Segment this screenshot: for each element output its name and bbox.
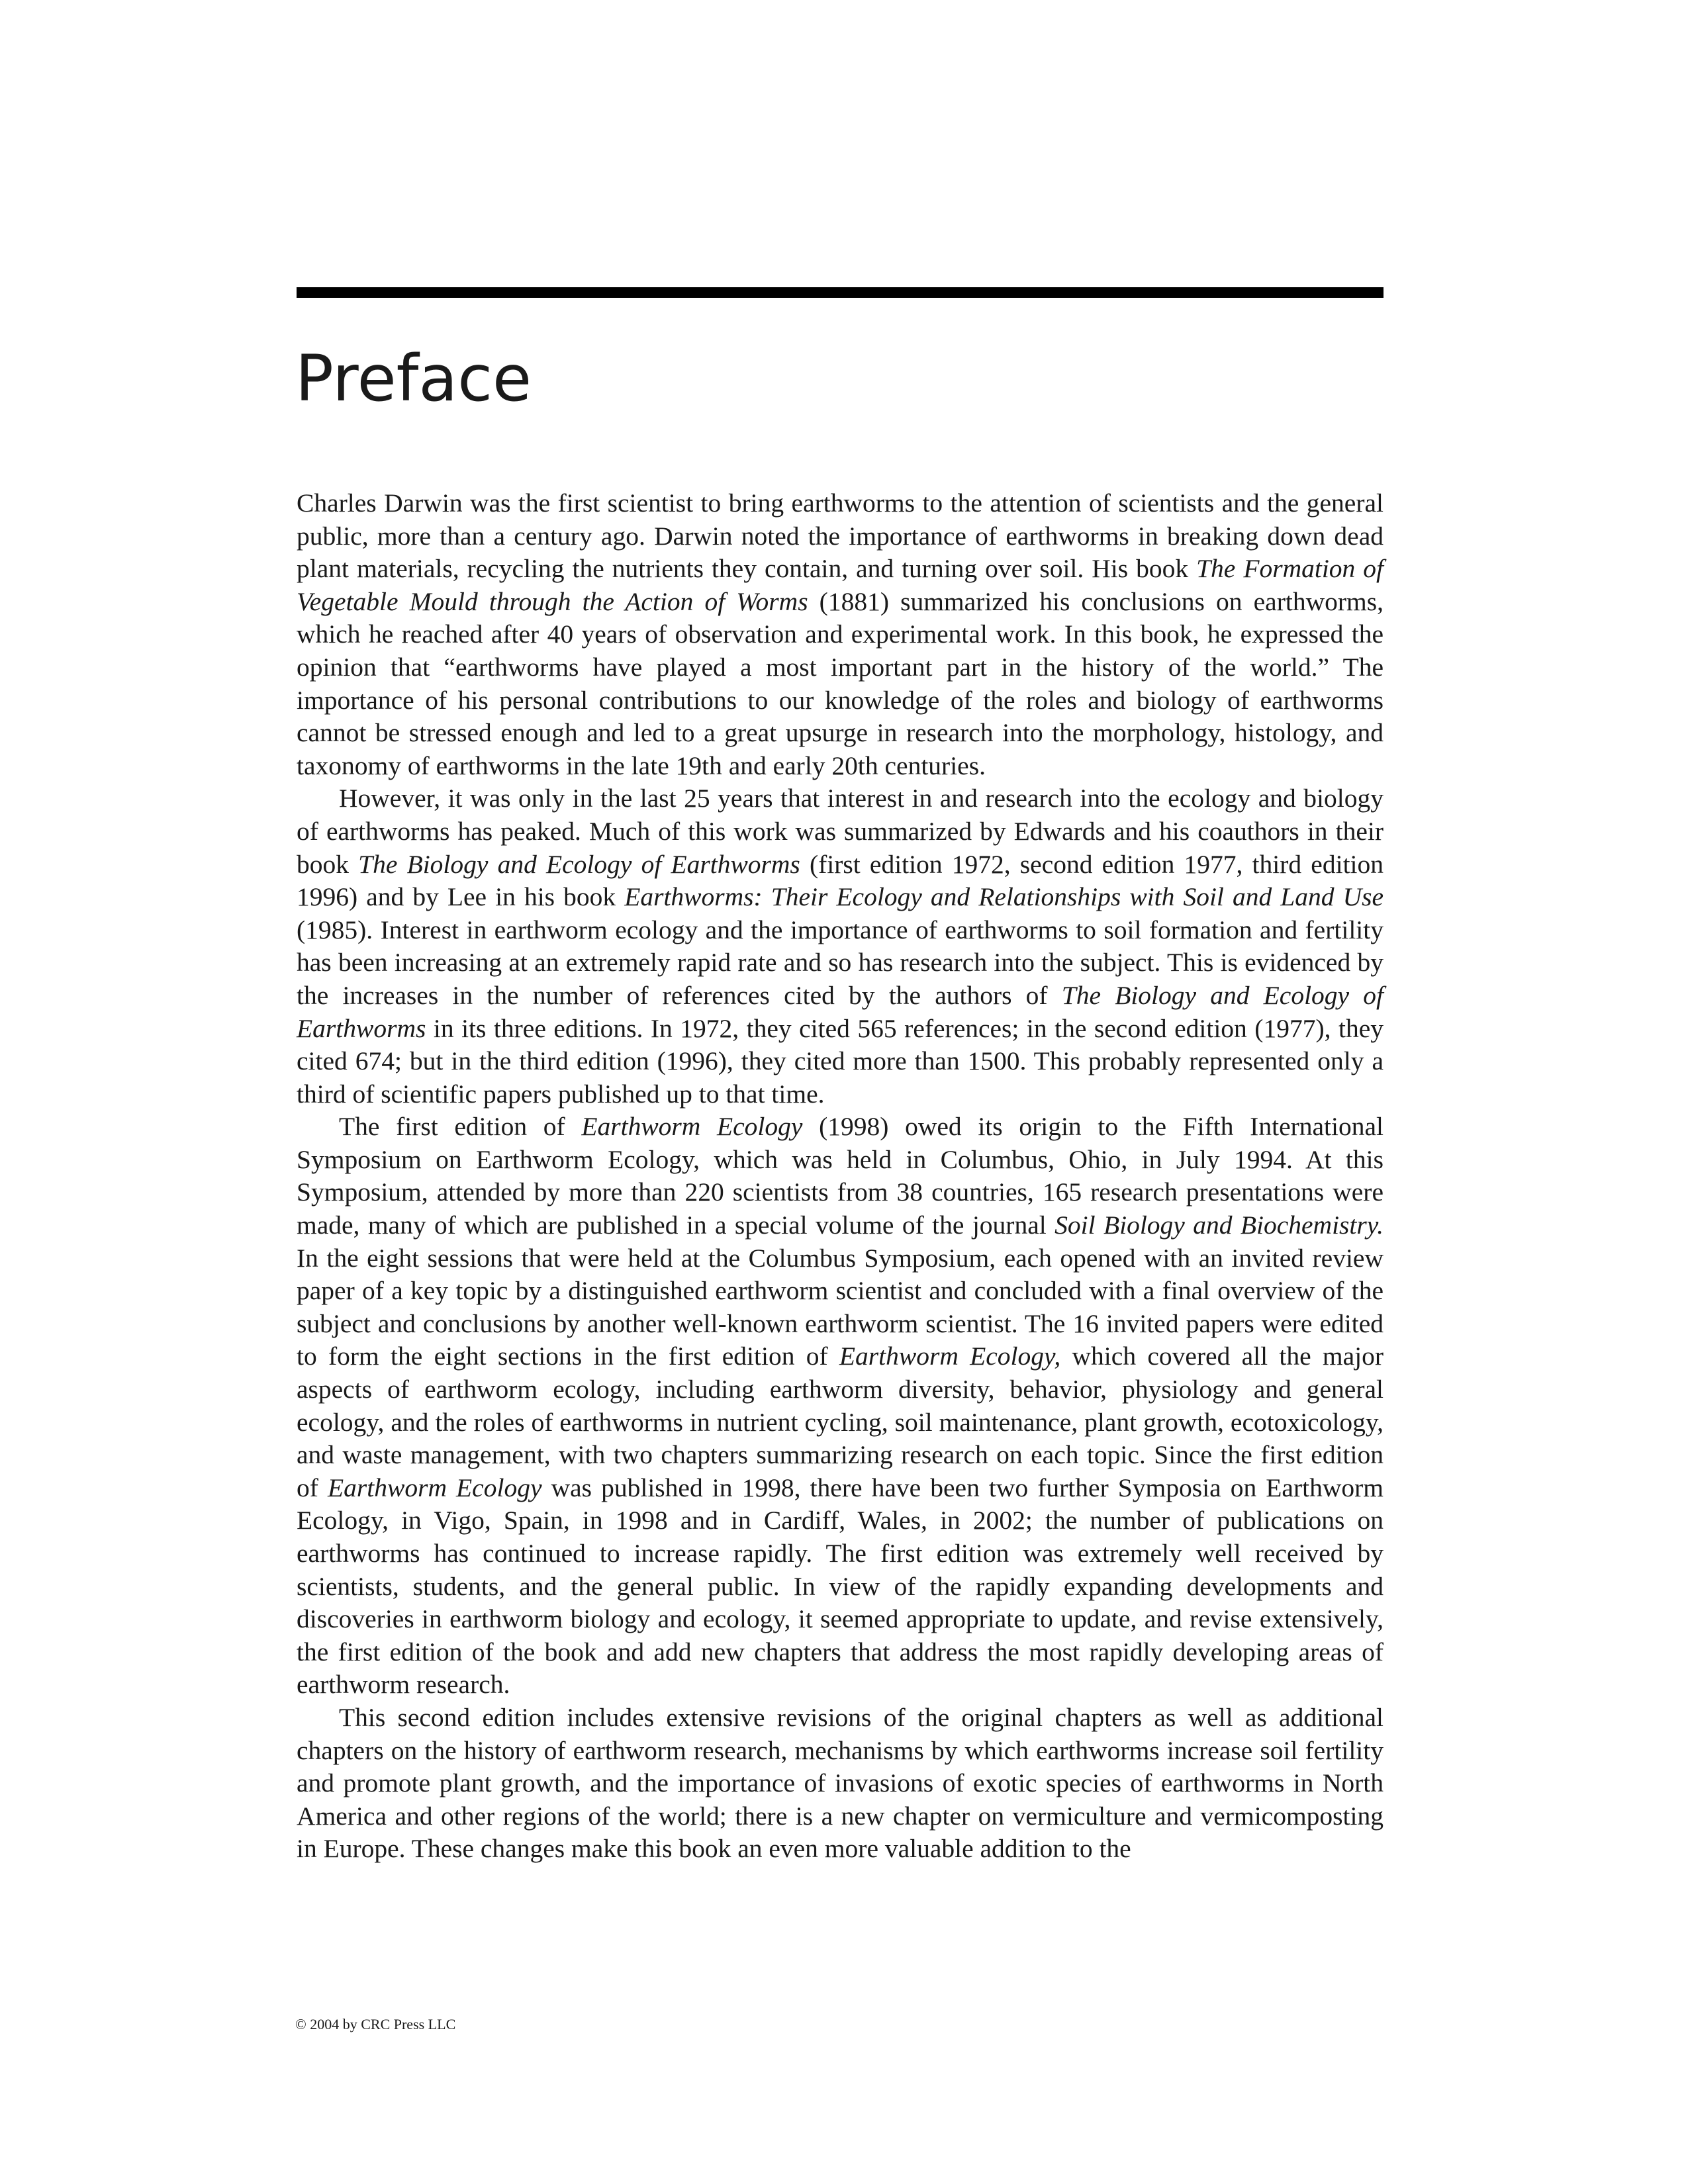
- paragraph: [297, 487, 1383, 782]
- text-run: However, it was only in the last 25 years that interest in and research into the ecology and biology of earthworms has peaked. Much of this work was summarized by Edwards and his coauthors in their book: [297, 784, 1383, 879]
- italic-title-run: The Formation of Vegetable Mould through the Action of Worms: [297, 554, 1384, 616]
- text-run: in its three editions. In 1972, they cited 565 references; in the second edition (1977), they cited 674; but in the third edition (1996), they cited more than 1500. This probably represented only a third of scientific papers published up to that time.: [297, 1013, 1383, 1109]
- italic-title-run: Earthworms: Their Ecology and Relationships with Soil and Land Use: [624, 882, 1384, 912]
- italic-title-run: Earthworm Ecology,: [839, 1342, 1061, 1371]
- text-run: (1881) summarized his conclusions on earthworms, which he reached after 40 years of observation and experimental work. In this book, he expressed the opinion that “earthworms have played a most important part in the history of the world.” The importance of his personal contributions to our knowledge of the roles and biology of earthworms cannot be stressed enough and led to a great upsurge in research into the morphology, histology, and taxonomy of earthworms in the late 19th and early 20th centuries.: [297, 586, 1383, 780]
- text-run: (1985). Interest in earthworm ecology and the importance of earthworms to soil formation and fertility has been increasing at an extremely rapid rate and so has research into the subject. This is evidenced by the increases in the number of references cited by the authors of: [297, 915, 1383, 1010]
- text-run: This second edition includes extensive revisions of the original chapters as well as additional chapters on the history of earthworm research, mechanisms by which earthworms increase soil fertility and promote plant growth, and the importance of invasions of exotic species of earthworms in North America and other regions of the world; there is a new chapter on vermiculture and vermicomposting in Europe. These changes make this book an even more valuable addition to the: [297, 1702, 1383, 1864]
- copyright-footer: © 2004 by CRC Press LLC: [295, 2016, 456, 2032]
- chapter-rule: [297, 287, 1383, 298]
- text-run: which covered all the major aspects of earthworm ecology, including earthworm diversity, behavior, physiology and general ecology, and the roles of earthworms in nutrient cycling, soil maintenance, plant growth, ecotoxicology, and waste management, with two chapters summarizing research on each topic. Since the first edition of: [297, 1342, 1384, 1502]
- italic-title-run: Earthworm Ecology: [581, 1112, 803, 1142]
- italic-title-run: Soil Biology and Biochemistry.: [1055, 1210, 1384, 1240]
- italic-title-run: The Biology and Ecology of Earthworms: [358, 849, 800, 879]
- text-run: The first edition of: [339, 1112, 582, 1142]
- italic-title-run: The Biology and Ecology of Earthworms: [297, 980, 1383, 1043]
- paragraph: [297, 1702, 1383, 1866]
- text-run: Charles Darwin was the first scientist to bring earthworms to the attention of scientists and the general public, more than a century ago. Darwin noted the importance of earthworms in breaking down dead plant materials, recycling the nutrients they contain, and turning over soil. His book: [297, 488, 1383, 584]
- text-run: In the eight sessions that were held at the Columbus Symposium, each opened with an invited review paper of a key topic by a distinguished earthworm scientist and concluded with a final overview of the subject and conclusions by another well-known earthworm scientist. The 16 invited papers were edited to form the eight sections in the first edition of: [297, 1243, 1383, 1371]
- preface-body: [297, 487, 1383, 1866]
- text-run: (first edition 1972, second edition 1977, third edition 1996) and by Lee in his book: [297, 849, 1384, 912]
- paragraph: [297, 1111, 1383, 1702]
- page-title: Preface: [295, 341, 532, 416]
- italic-title-run: Earthworm Ecology: [328, 1473, 542, 1502]
- text-run: was published in 1998, there have been two further Symposia on Earthworm Ecology, in Vigo, Spain, in 1998 and in Cardiff, Wales, in 2002; the number of publications on earthworms has continued to increase rapidly. The first edition was extremely well received by scientists, students, and the general public. In view of the rapidly expanding developments and discoveries in earthworm biology and ecology, it seemed appropriate to update, and revise extensively, the first edition of the book and add new chapters that address the most rapidly developing areas of earthworm research.: [297, 1473, 1384, 1700]
- paragraph: [297, 782, 1383, 1111]
- text-run: (1998) owed its origin to the Fifth International Symposium on Earthworm Ecology, which was held in Columbus, Ohio, in July 1994. At this Symposium, attended by more than 220 scientists from 38 countries, 165 research presentations were made, many of which are published in a special volume of the journal: [297, 1112, 1383, 1240]
